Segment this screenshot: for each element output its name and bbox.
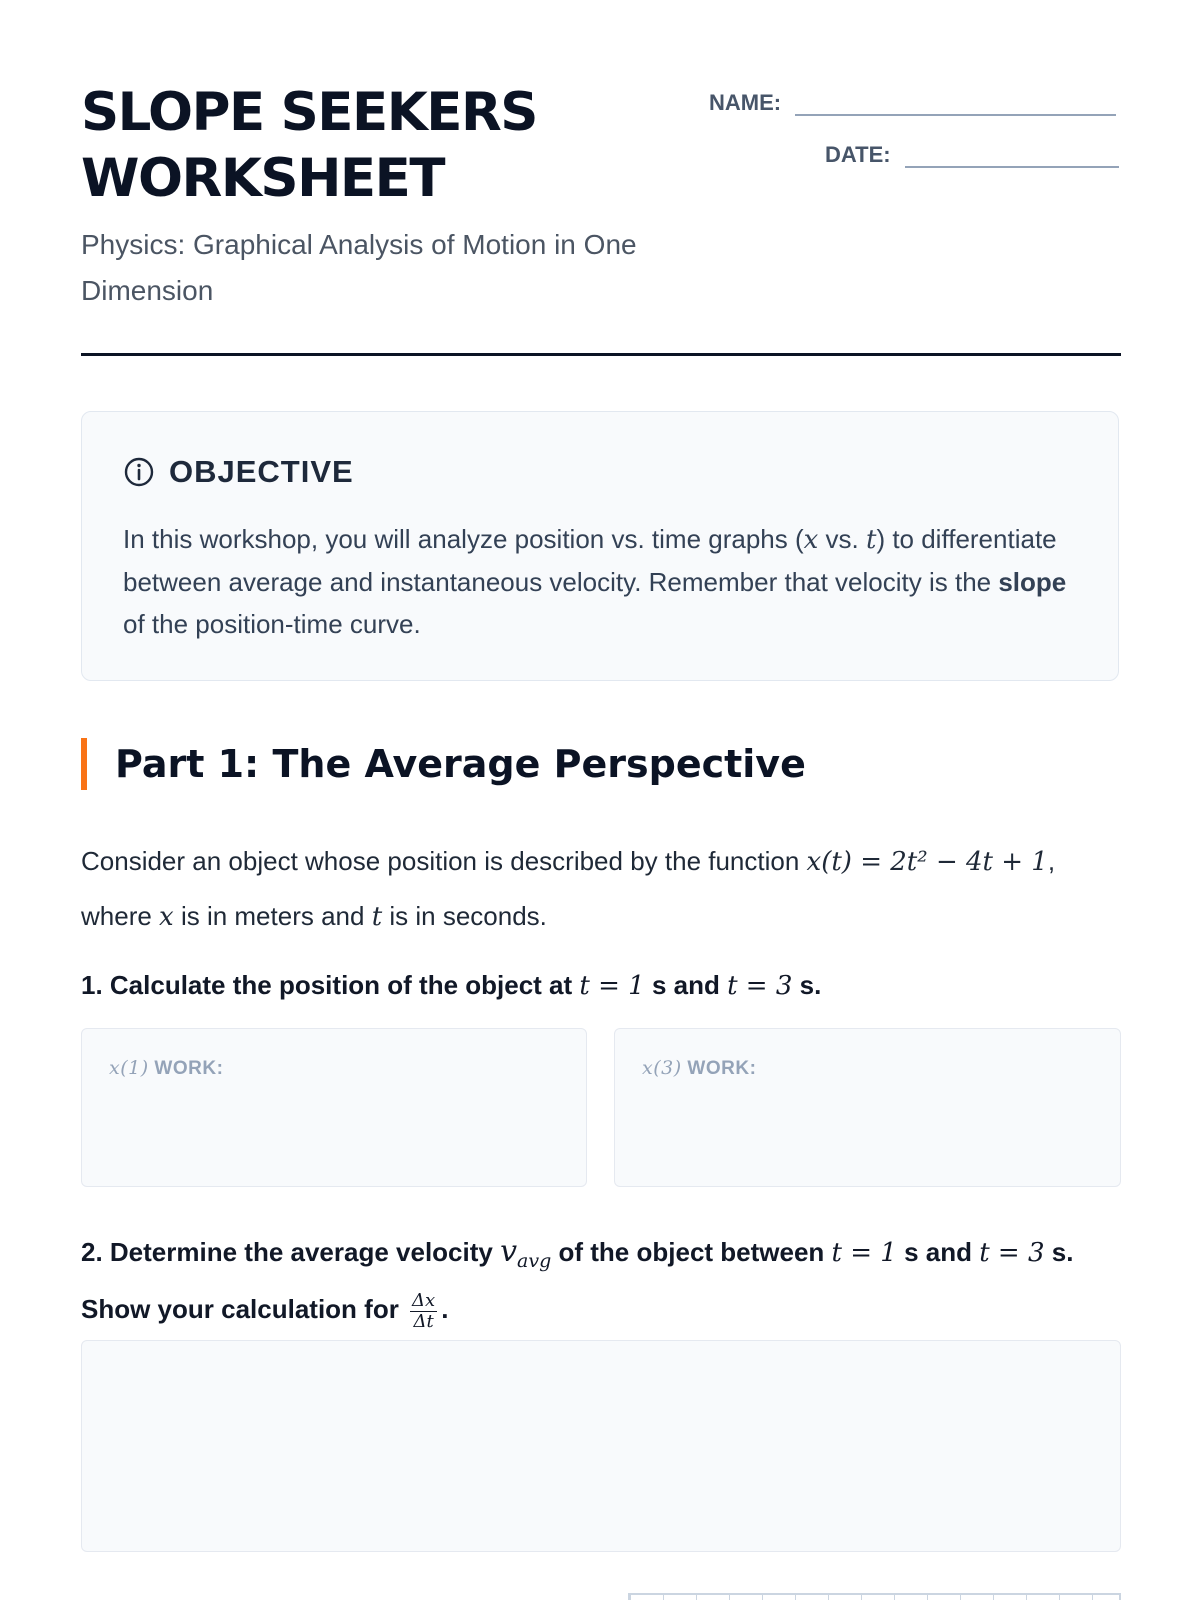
name-label: NAME: xyxy=(709,90,782,115)
part1-title: Part 1: The Average Perspective xyxy=(115,742,806,786)
worksheet-title xyxy=(81,80,537,212)
part1-intro: Consider an object whose position is described by the function x(t) = 2t² − 4t + 1, where x is in meters and t is in seconds. xyxy=(81,846,1056,932)
objective-text: In this workshop, you will analyze position vs. time graphs (x vs. t) to differentiate between average and instantaneous velocity. Remember that velocity is the slope of the position-time curve. xyxy=(123,524,1067,639)
question-1: 1. Calculate the position of the object at t = 1 s and t = 3 s. xyxy=(81,970,822,1001)
question-2: 2. Determine the average velocity $v_{avg}$ of the object between t = 1 s and t = 3 s. Show your calculation for $\frac{\Delta x}{\Delta t}$ . xyxy=(81,1234,1074,1332)
date-label: DATE: xyxy=(825,142,891,167)
slope-emphasis: slope xyxy=(998,567,1067,597)
part1-accent-bar xyxy=(81,738,87,790)
title-line-1: SLOPE SEEKERS xyxy=(81,82,537,143)
info-icon xyxy=(123,456,155,488)
header-divider xyxy=(81,353,1121,356)
work-box-x3-label: x(3) WORK: xyxy=(642,1057,757,1079)
work-box-x1[interactable] xyxy=(81,1028,587,1187)
work-box-average-velocity[interactable] xyxy=(81,1340,1121,1552)
date-input-line[interactable] xyxy=(905,140,1119,168)
objective-header xyxy=(123,454,354,490)
name-input-line[interactable] xyxy=(795,88,1116,116)
delta-fraction: $\frac{\Delta x}{\Delta t}$ xyxy=(412,1289,436,1332)
position-function: x(t) = 2t² − 4t + 1 xyxy=(806,847,1048,877)
part1-heading xyxy=(81,738,806,790)
work-box-x3[interactable] xyxy=(614,1028,1121,1187)
var-x: x xyxy=(803,525,819,555)
objective-heading: OBJECTIVE xyxy=(169,454,354,489)
title-line-2: WORKSHEET xyxy=(81,148,444,209)
graph-grid-edge xyxy=(628,1593,1121,1600)
name-field xyxy=(709,88,1116,116)
var-t: t xyxy=(865,525,877,555)
worksheet-subtitle: Physics: Graphical Analysis of Motion in One Dimension xyxy=(81,229,637,306)
work-box-x1-label: x(1) WORK: xyxy=(109,1057,224,1079)
date-field xyxy=(825,140,1119,168)
objective-box xyxy=(81,411,1119,681)
